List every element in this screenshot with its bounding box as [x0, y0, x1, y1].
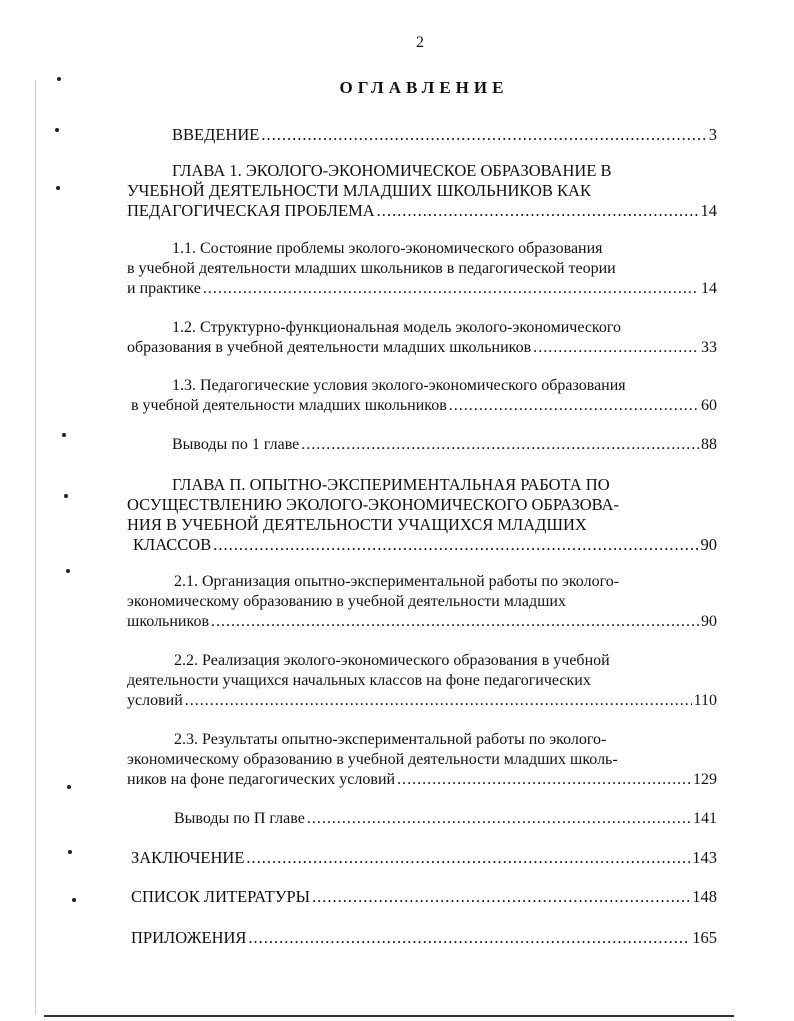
- dot-leader: [261, 125, 706, 145]
- dot-leader: [248, 928, 690, 948]
- toc-entry-text: ГЛАВА П. ОПЫТНО-ЭКСПЕРИМЕНТАЛЬНАЯ РАБОТА ПО: [172, 475, 610, 494]
- toc-entry-text: в учебной деятельности младших школьников в педагогической теории: [127, 260, 616, 277]
- binding-hole-mark: [67, 785, 71, 789]
- scan-bottom-line: [44, 1015, 734, 1017]
- toc-entry-section-2-2: [127, 651, 717, 711]
- toc-entry-page: 110: [693, 692, 717, 709]
- toc-entry-text: ВВЕДЕНИЕ: [172, 125, 260, 144]
- dot-leader: [397, 770, 691, 790]
- toc-entry-page: 141: [693, 810, 717, 827]
- binding-hole-mark: [55, 128, 59, 132]
- toc-entry-appendices: [127, 928, 717, 948]
- dot-leader: [203, 279, 699, 299]
- toc-entry-text: экономическому образованию в учебной деятельности младших: [127, 593, 566, 610]
- toc-entry-section-2-3: [127, 730, 717, 790]
- toc-entry-page: 14: [701, 280, 717, 297]
- toc-entry-text: ПРИЛОЖЕНИЯ: [131, 928, 247, 947]
- toc-entry-text: и практике: [127, 280, 201, 297]
- toc-entry-text: школьников: [127, 613, 209, 630]
- scan-left-margin-line: [35, 80, 36, 1015]
- toc-entry-text: СПИСОК ЛИТЕРАТУРЫ: [131, 887, 311, 906]
- toc-entry-section-1-1: [127, 239, 717, 299]
- dot-leader: [533, 338, 699, 358]
- toc-entry-text: 2.1. Организация опытно-экспериментальной работы по эколого-: [174, 573, 620, 590]
- binding-hole-mark: [68, 850, 72, 854]
- toc-entry-text: 1.3. Педагогические условия эколого-экономического образования: [172, 377, 626, 394]
- toc-entry-section-2-1: [127, 572, 717, 632]
- dot-leader: [211, 612, 699, 632]
- toc-entry-text: деятельности учащихся начальных классов на фоне педагогических: [127, 672, 591, 689]
- toc-entry-page: 90: [701, 613, 717, 630]
- toc-entry-conclusions-chapter-2: [127, 809, 717, 829]
- toc-entry-text: 2.3. Результаты опытно-экспериментальной работы по эколого-: [174, 731, 607, 748]
- toc-entry-text: в учебной деятельности младших школьников: [131, 397, 447, 414]
- binding-hole-mark: [62, 433, 66, 437]
- toc-entry-page: 148: [692, 887, 717, 906]
- toc-entry-introduction: [127, 125, 717, 145]
- toc-entry-page: 33: [701, 339, 717, 356]
- toc-entry-page: 14: [700, 201, 717, 220]
- dot-leader: [307, 809, 691, 829]
- toc-entry-text: ОСУЩЕСТВЛЕНИЮ ЭКОЛОГО-ЭКОНОМИЧЕСКОГО ОБРАЗОВА-: [127, 495, 620, 514]
- toc-entry-page: 165: [692, 928, 717, 947]
- toc-entry-text: Выводы по 1 главе: [172, 436, 300, 453]
- dot-leader: [377, 201, 699, 221]
- toc-entry-text: 1.1. Состояние проблемы эколого-экономического образования: [172, 240, 603, 257]
- dot-leader: [213, 535, 698, 555]
- toc-entry-text: ПЕДАГОГИЧЕСКАЯ ПРОБЛЕМА: [127, 201, 375, 220]
- page-number: 2: [416, 34, 424, 51]
- dot-leader: [312, 887, 690, 907]
- toc-entry-text: 1.2. Структурно-функциональная модель эколого-экономического: [172, 319, 622, 336]
- toc-entry-text: ников на фоне педагогических условий: [127, 771, 396, 788]
- dot-leader: [185, 691, 692, 711]
- toc-entry-chapter-2: [127, 475, 717, 555]
- dot-leader: [246, 848, 690, 868]
- toc-entry-bibliography: [127, 887, 717, 907]
- toc-entry-page: 3: [708, 125, 717, 144]
- toc-entry-conclusions-chapter-1: [127, 435, 717, 455]
- toc-entry-text: условий: [127, 692, 183, 709]
- toc-entry-text: образования в учебной деятельности младших школьников: [127, 339, 532, 356]
- toc-entry-page: 60: [701, 397, 717, 414]
- toc-entry-page: 90: [700, 535, 717, 554]
- toc-entry-text: ЗАКЛЮЧЕНИЕ: [131, 848, 245, 867]
- toc-entry-text: НИЯ В УЧЕБНОЙ ДЕЯТЕЛЬНОСТИ УЧАЩИХСЯ МЛАДШИХ: [127, 515, 587, 534]
- binding-hole-mark: [56, 186, 60, 190]
- toc-title: ОГЛАВЛЕНИЕ: [339, 78, 509, 97]
- toc-entry-page: 88: [701, 436, 717, 453]
- toc-entry-conclusion: [127, 848, 717, 868]
- toc-entry-page: 129: [693, 771, 717, 788]
- toc-entry-page: 143: [692, 848, 717, 867]
- toc-entry-text: 2.2. Реализация эколого-экономического образования в учебной: [174, 652, 610, 669]
- toc-entry-section-1-3: [127, 376, 717, 416]
- toc-entry-text: ГЛАВА 1. ЭКОЛОГО-ЭКОНОМИЧЕСКОЕ ОБРАЗОВАНИЕ В: [172, 161, 612, 180]
- dot-leader: [301, 435, 699, 455]
- toc-entry-text: КЛАССОВ: [133, 535, 212, 554]
- toc-entry-section-1-2: [127, 318, 717, 358]
- binding-hole-mark: [72, 898, 76, 902]
- toc-entry-chapter-1: [127, 161, 717, 221]
- dot-leader: [449, 396, 699, 416]
- binding-hole-mark: [64, 494, 68, 498]
- toc-entry-text: экономическому образованию в учебной деятельности младших школь-: [127, 751, 618, 768]
- toc-entry-text: УЧЕБНОЙ ДЕЯТЕЛЬНОСТИ МЛАДШИХ ШКОЛЬНИКОВ КАК: [127, 181, 591, 200]
- binding-hole-mark: [66, 569, 70, 573]
- toc-entry-text: Выводы по П главе: [174, 810, 305, 827]
